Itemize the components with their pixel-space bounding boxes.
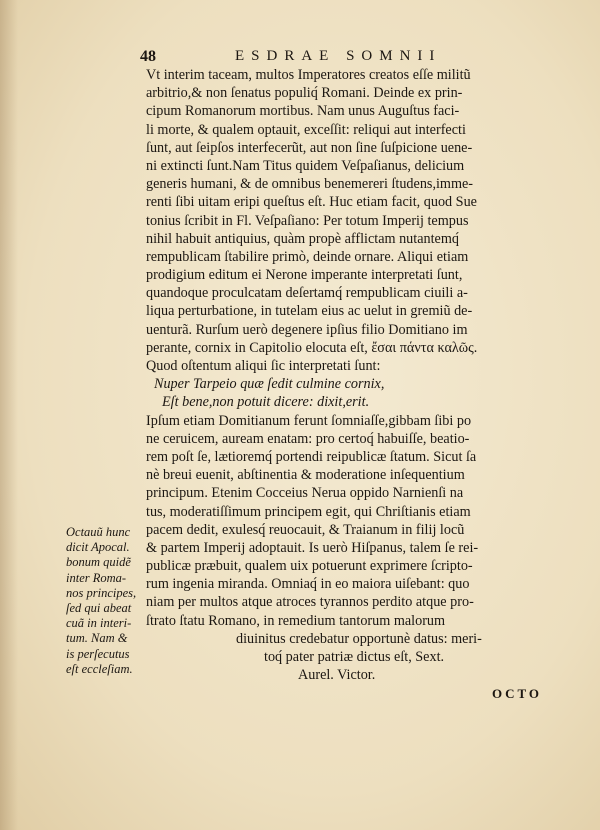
page-number: 48 <box>140 48 156 65</box>
signature-line: Aurel. Victor. <box>298 667 376 684</box>
text-line: Quod oſtentum aliqui ſic interpretati ſunt: <box>146 358 381 374</box>
text-line: & partem Imperij adoptauit. Is uerò Hiſpanus, talem ſe rei- <box>146 539 479 556</box>
text-line: arbitrio,& non ſenatus populiq́ Romani. Deinde ex prin- <box>146 85 463 102</box>
marginal-line: cuã in interi- <box>66 616 132 631</box>
text-line: ni extincti ſunt.Nam Titus quidem Veſpaſianus, delicium <box>146 157 465 174</box>
text-line: quandoque proculcatam deſertamq́ rempublicam ciuili a- <box>146 285 468 302</box>
main-text-block <box>146 66 578 684</box>
marginal-line: nos principes, <box>66 585 137 600</box>
text-line: Ipſum etiam Domitianum ferunt ſomniaſſe,gibbam ſibi po <box>146 412 472 429</box>
text-line: toq́ pater patriæ dictus eſt, Sext. <box>264 649 445 665</box>
text-line: rem poſt ſe, lætioremq́ portendi reipublicæ ſtatum. Sicut ſa <box>146 448 477 465</box>
text-line: publicæ præbuit, qualem uix potuerunt exprimere ſcripto- <box>146 558 473 575</box>
text-line: Vt interim taceam, multos Imperatores creatos eſſe militũ <box>146 67 471 83</box>
text-line: prodigium editum ei Nerone imperante interpretati ſunt, <box>146 267 463 284</box>
text-line: rum ingenia miranda. Omniaq́ in eo maiora uiſebant: quo <box>146 576 470 593</box>
running-title: ESDRAE SOMNII <box>235 48 442 64</box>
marginal-line: eſt eccleſiam. <box>66 661 133 676</box>
text-line: rempublicam ſtabilire primò, deinde ornare. Aliqui etiam <box>146 248 469 265</box>
paper-edge-stain <box>0 0 18 830</box>
marginal-line: tum. Nam & <box>66 631 128 646</box>
marginal-line: bonum quidẽ <box>66 555 131 570</box>
text-line: tonius ſcribit in Fl. Veſpaſiano: Per totum Imperij tempus <box>146 212 469 229</box>
text-line: nihil habuit antiquius, quàm propè afflictam nutantemq́ <box>146 230 459 247</box>
text-line: principum. Etenim Cocceius Nerua oppido Narnienſi na <box>146 485 464 502</box>
text-line: ne ceruicem, auream enatam: pro certoq́ habuiſſe, beatio- <box>146 430 470 447</box>
text-line: ſtrato ſtatu Romano, in remedium tantorum malorum <box>146 612 446 629</box>
text-line: tus, moderatiſſimum principem egit, qui Chriſtianis etiam <box>146 503 471 520</box>
text-line: pacem dedit, exulesq́ reuocauit, & Traianum in filij locũ <box>146 521 465 538</box>
text-line: cipum Romanorum mortibus. Nam unus Auguſtus faci- <box>146 103 460 120</box>
text-line: uenturã. Rurſum uerò degenere ipſius filio Domitiano im <box>146 321 468 338</box>
text-line: diuinitus credebatur opportunè datus: meri- <box>236 630 482 647</box>
text-line: perante, cornix in Capitolio elocuta eſt, ἔσαι πάντα καλῶς. <box>146 339 478 356</box>
marginal-line: ſed qui abeat <box>66 600 132 615</box>
marginal-line: dicit Apocal. <box>66 540 130 555</box>
text-line: generis humani, & de omnibus benemereri ſtudens,imme- <box>146 176 474 193</box>
verse-line: Nuper Tarpeio quæ ſedit culmine cornix, <box>154 376 385 393</box>
page-header <box>140 48 580 66</box>
marginal-note <box>66 525 146 677</box>
text-line: renti ſibi uitam eripi queſtus eſt. Huc etiam facit, quod Sue <box>146 194 477 211</box>
catchword: OCTO <box>492 686 543 701</box>
text-line: li morte, & qualem optauit, exceſſit: reliqui aut interfecti <box>146 121 466 138</box>
marginal-line: Octauũ hunc <box>66 525 131 539</box>
marginal-line: inter Roma- <box>66 570 127 585</box>
text-line: niam per multos atque atroces tyrannos perdito atque pro- <box>146 594 474 611</box>
text-line: liqua perturbatione, in tutelam eius ac uelut in gremiũ de- <box>146 303 473 320</box>
text-line: ſunt, aut ſeipſos interfecerũt, aut non ſine ſuſpicione uene- <box>146 139 473 156</box>
marginal-line: is perſecutus <box>66 646 130 661</box>
verse-line: Eſt bene,non potuit dicere: dixit,erit. <box>162 394 370 411</box>
text-line: nè breui euenit, abſtinentia & moderatione inſequentium <box>146 467 465 484</box>
